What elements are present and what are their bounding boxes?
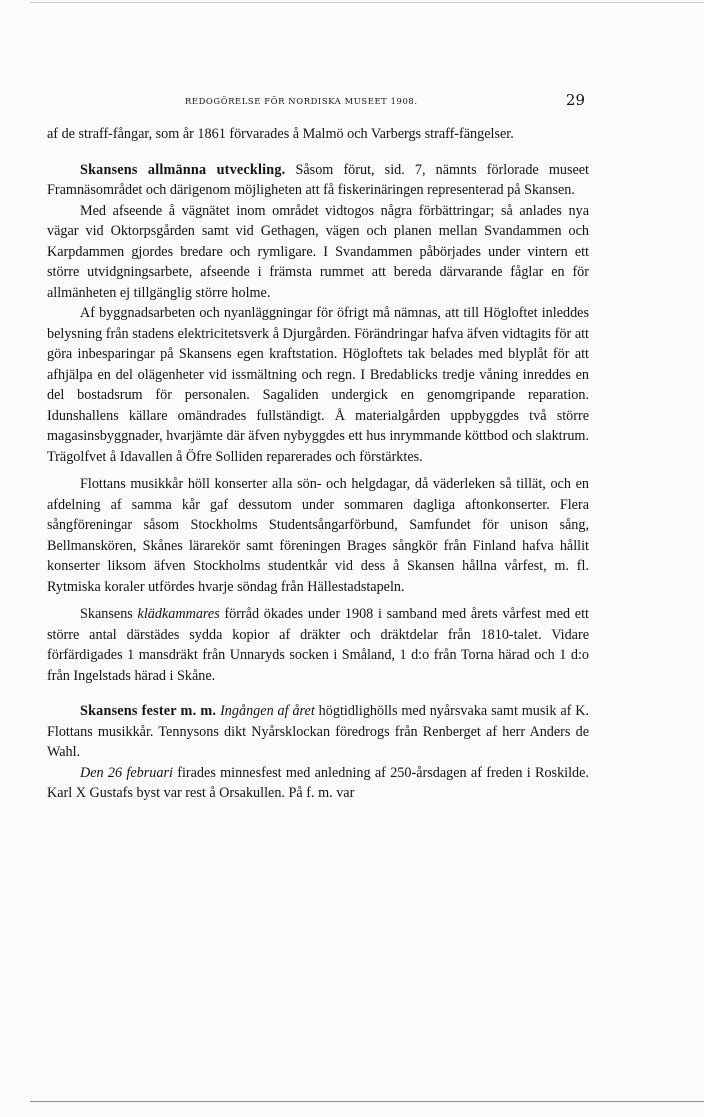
paragraph-kladkammare (47, 604, 589, 686)
paragraph-26-februari (47, 763, 589, 804)
paragraph-text: firades minnesfest med anledning af 250-årsdagen af freden i Roskilde. Karl X Gustafs byst var rest å Orsakullen. På f. m. var (47, 764, 589, 801)
paragraph-text: af de straff-fångar, som år 1861 förvarades å Malmö och Varbergs straff-fängelser. (47, 126, 514, 142)
paragraph-byggnadsarbeten (47, 303, 589, 467)
top-edge-rule (30, 2, 704, 3)
section-heading-allmanna-utveckling: Skansens allmänna utveckling. (80, 161, 286, 178)
italic-term-date: Den 26 februari (80, 764, 173, 781)
paragraph-text: Såsom förut, sid. 7, nämnts förlorade museet Framnäsområdet och därigenom möjligheten att få fiskerinäringen representerad på Skansen. (47, 161, 589, 198)
italic-term-kladkammares: klädkammares (137, 606, 220, 622)
paragraph-skansens-fester (47, 701, 589, 763)
italic-term-ingangen: Ingången af året (220, 703, 315, 719)
running-title: REDOGÖRELSE FÖR NORDISKA MUSEET 1908. (185, 96, 418, 106)
paragraph-text: Flottans musikkår höll konserter alla sön- och helgdagar, då väderleken så tillät, och en afdelning af samma kår gaf dessutom under sommaren dagliga aftonkonserter. Flera sångföreningar såsom Stockholms Studentsångarförbund, Samfundet för unison sång, Bellmanskören, Skånes lärarekör samt föreningen Brages sångkör från Finland hafva hållit konserter liksom äfven Stockholms studentkår vid dess å Skansen hållna vårfest, m. fl. Rytmiska koraler utfördes hvarje söndag från Hällestadstapeln. (47, 476, 589, 595)
running-header (185, 93, 585, 109)
body-text (47, 124, 589, 804)
paragraph-text: högtidlighölls med nyårsvaka samt musik af K. Flottans musikkår. Tennysons dikt Nyårsklockan föredrogs från Renberget af herr Anders de Wahl. (47, 703, 590, 760)
bottom-edge-rule (30, 1101, 704, 1102)
paragraph-allmanna-utveckling (47, 160, 589, 201)
section-heading-skansens-fester: Skansens fester m. m. (80, 703, 217, 719)
page-number: 29 (565, 91, 585, 109)
paragraph-vagnatet (47, 201, 589, 304)
paragraph-straff-fangar (47, 124, 589, 145)
paragraph-text: Af byggnadsarbeten och nyanläggningar för öfrigt må nämnas, att till Högloftet inleddes belysning från stadens elektricitetsverk å Djurgården. Förändringar hafva äfven vidtagits för att göra inbesparingar på Skansens egen kraftstation. Högloftets tak belades med blyplåt för att afhjälpa en del olägenheter vid issmältning och regn. I Bredablicks tredje våning inreddes en del bostadsrum för personalen. Sagaliden undergick en genomgripande reparation. Idunshallens källare omändrades fullständigt. Å materialgården uppbyggdes två större magasinsbyggnader, hvarjämte där äfven nybyggdes ett hus inrymmande köttbod och slaktrum. Trägolfvet å Idavallen å Öfre Solliden reparerades och förstärktes. (47, 305, 589, 465)
paragraph-musikkar (47, 474, 589, 597)
paragraph-text: förråd ökades under 1908 i samband med årets vårfest med ett större antal därstädes sydda kopior af dräkter och dräktdelar från 1810-talet. Vidare förfärdigades 1 mansdräkt från Unnaryds socken i Småland, 1 d:o från Torna härad och 1 d:o från Ingelstads härad i Skåne. (47, 606, 589, 684)
paragraph-text: Med afseende å vägnätet inom området vidtogos några förbättringar; så anlades nya vägar vid Oktorpsgården samt vid Gethagen, vägen och planen mellan Svandammen och Karpdammen gjordes bredare och rymligare. I Svandammen påbörjades under vintern ett större utvidgningsarbete, afseende i främsta rummet att bereda därvarande fåglar en för allmänheten ej tillgänglig större holme. (47, 202, 589, 301)
paragraph-text: Skansens (80, 606, 138, 622)
